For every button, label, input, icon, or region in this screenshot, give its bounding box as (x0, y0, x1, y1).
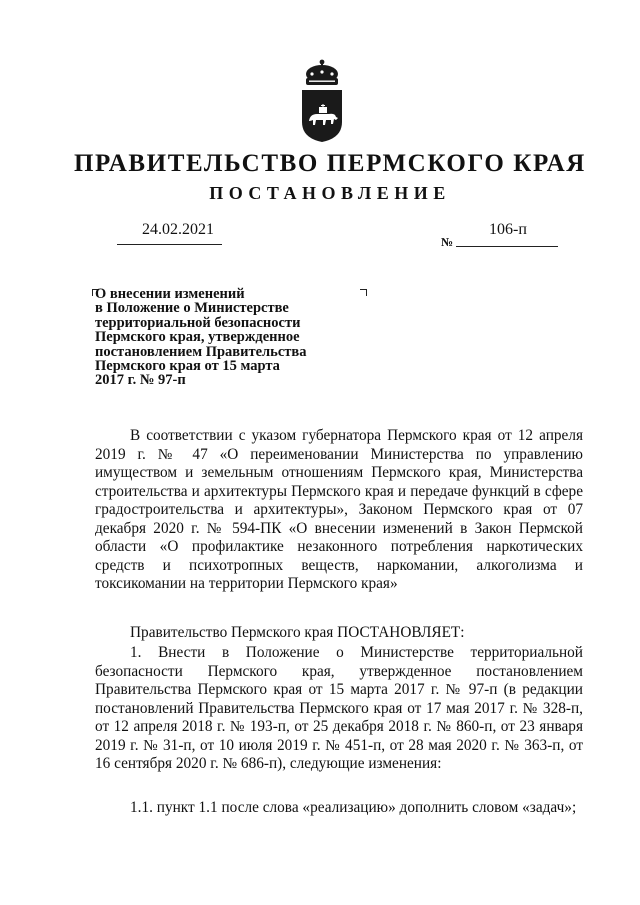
item-1-1-paragraph: 1.1. пункт 1.1 после слова «реализацию» дополнить словом «задач»; (130, 799, 577, 816)
item-1-paragraph: 1. Внести в Положение о Министерстве территориальной безопасности Пермского края, утвержденное постановлением Правительства Пермского края от 15 марта 2017 г. № 97-п (в редакции постановлений Правительства Пермского края от 17 мая 2017 г. № 328-п, от 12 апреля 2018 г. № 193-п, от 25 декабря 2018 г. № 860-п, от 23 января 2019 г. № 31-п, от 10 июля 2019 г. № 451-п, от 28 мая 2020 г. № 363-п, от 16 сентября 2020 г. № 686-п), следующие изменения: (95, 644, 583, 772)
subject-line: 2017 г. № 97-п (95, 372, 186, 389)
number-sign: № (441, 235, 454, 249)
subject-line: в Положение о Министерстве (95, 300, 289, 317)
document-subject (95, 287, 340, 388)
subject-line: Пермского края, утвержденное (95, 329, 300, 346)
subject-corner-right (360, 289, 367, 296)
perm-krai-coat-of-arms-icon (298, 58, 346, 144)
government-title: ПРАВИТЕЛЬСТВО ПЕРМСКОГО КРАЯ (74, 150, 586, 177)
subject-line: О внесении изменений (95, 286, 245, 302)
resolves-paragraph: Правительство Пермского края ПОСТАНОВЛЯЕТ: (130, 624, 465, 641)
preamble-paragraph: В соответствии с указом губернатора Пермского края от 12 апреля 2019 г. № 47 «О переименовании Министерства по управлению имуществом и земельным отношениям Пермского края, Министерства строительства и архитектуры Пермского края и передаче функций в сфере градостроительства и архитектуры», Законом Пермского края от 07 декабря 2020 г. № 594-ПК «О внесении изменений в Закон Пермской области «О профилактике незаконного потребления наркотических средств и психотропных веществ, наркомании, алкоголизма и токсикомании на территории Пермского края» (95, 427, 583, 592)
date-underline (117, 244, 222, 245)
document-number: 106-п (489, 221, 527, 238)
subject-line: Пермского края от 15 марта (95, 358, 280, 375)
number-underline (456, 246, 558, 247)
document-type: ПОСТАНОВЛЕНИЕ (209, 183, 451, 203)
document-date: 24.02.2021 (142, 221, 214, 238)
subject-line: постановлением Правительства (95, 343, 307, 360)
subject-line: территориальной безопасности (95, 314, 301, 331)
